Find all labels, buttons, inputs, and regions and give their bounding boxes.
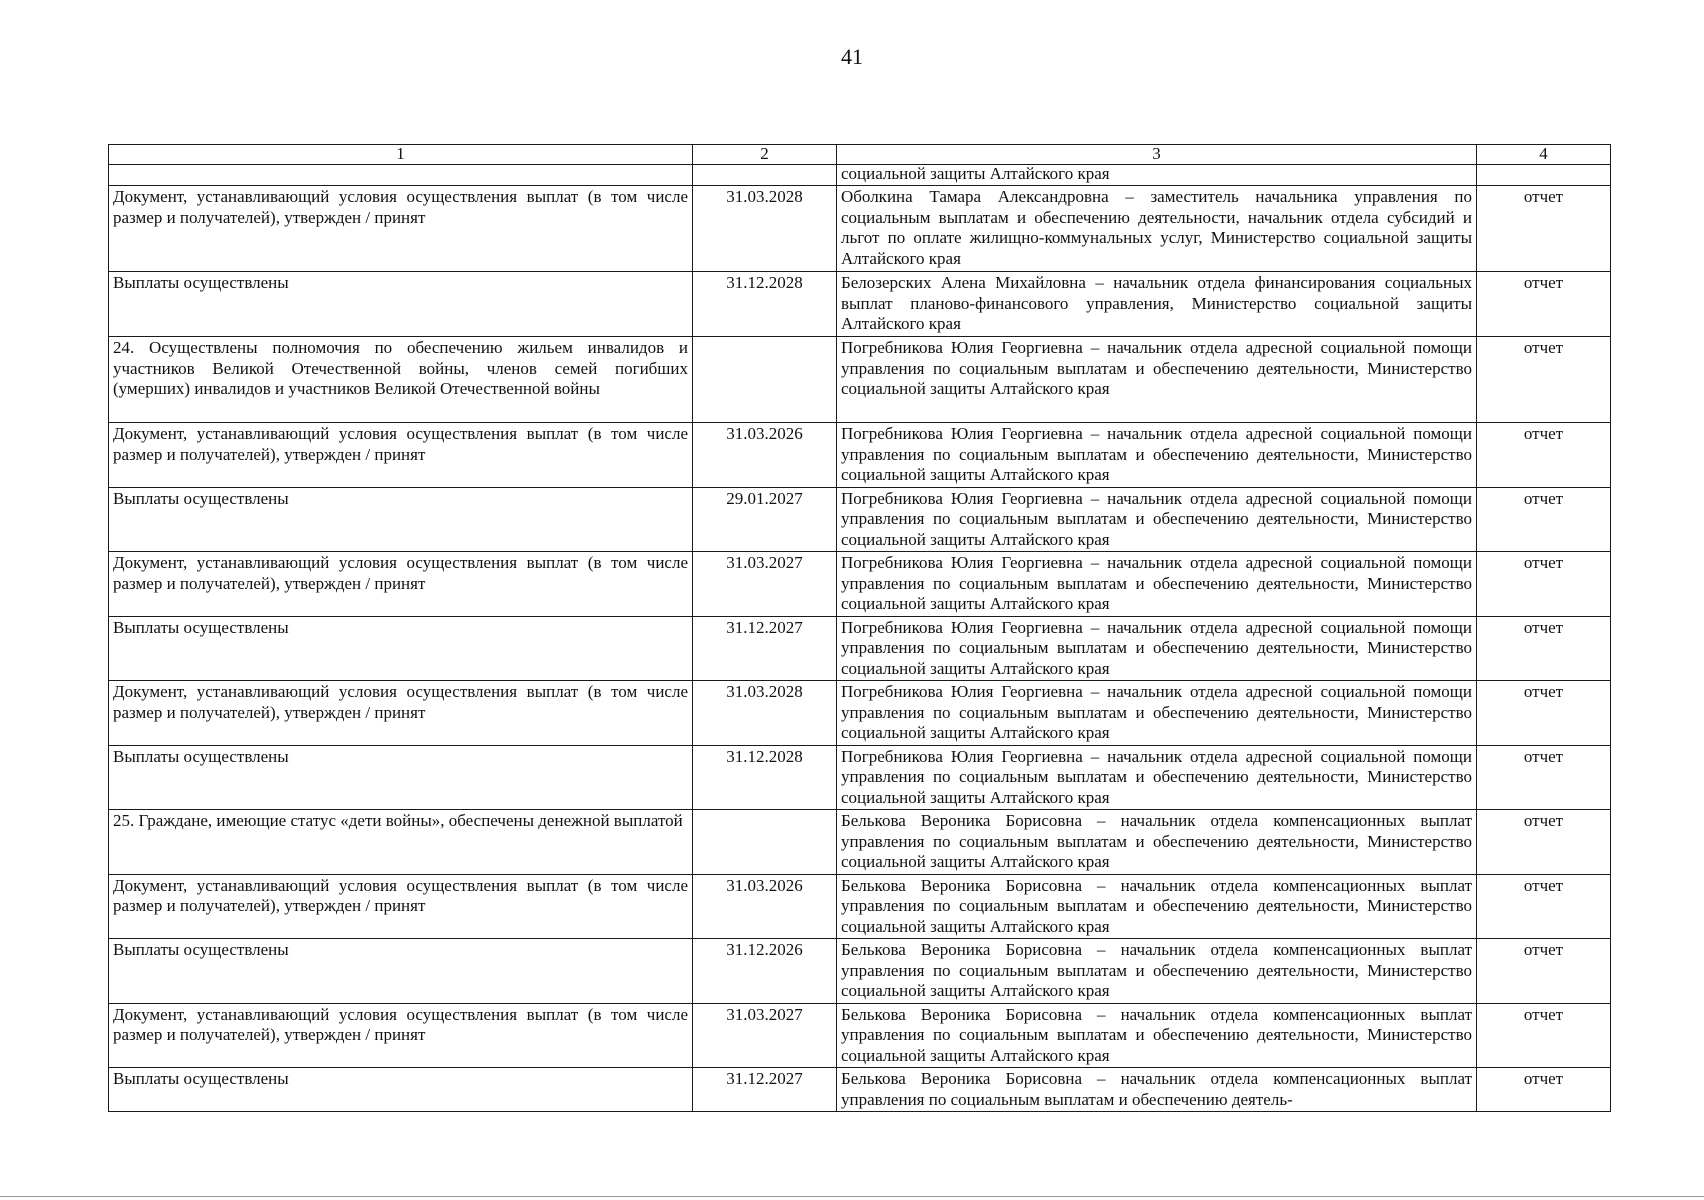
document-type-cell: отчет: [1477, 681, 1611, 746]
responsible-cell: Белькова Вероника Борисовна – начальник отдела компенсационных выплат управления по социальным выплатам и обеспечению деятель-: [837, 1068, 1477, 1112]
table-row: [109, 272, 1611, 337]
table-row: [109, 487, 1611, 552]
table-row: [109, 186, 1611, 272]
table-row: [109, 552, 1611, 617]
date-cell: 31.03.2027: [693, 1003, 837, 1068]
event-cell: 24. Осуществлены полномочия по обеспечению жильем инвалидов и участников Великой Отечественной войны, членов семей погибших (умерших) инвалидов и участников Великой Отечественной войны: [109, 337, 693, 423]
document-type-cell: [1477, 165, 1611, 186]
responsible-cell: Погребникова Юлия Георгиевна – начальник отдела адресной социальной помощи управления по социальным выплатам и обеспечению деятельности, Министерство социальной защиты Алтайского края: [837, 487, 1477, 552]
data-table: [108, 144, 1611, 1112]
responsible-cell: Погребникова Юлия Георгиевна – начальник отдела адресной социальной помощи управления по социальным выплатам и обеспечению деятельности, Министерство социальной защиты Алтайского края: [837, 552, 1477, 617]
column-header: 3: [837, 145, 1477, 165]
document-type-cell: отчет: [1477, 939, 1611, 1004]
responsible-cell: Белькова Вероника Борисовна – начальник отдела компенсационных выплат управления по социальным выплатам и обеспечению деятельности, Министерство социальной защиты Алтайского края: [837, 810, 1477, 875]
responsible-cell: Оболкина Тамара Александровна – заместитель начальника управления по социальным выплатам и обеспечению деятельности, начальник отдела субсидий и льгот по оплате жилищно-коммунальных услуг, Министерство социальной защиты Алтайского края: [837, 186, 1477, 272]
date-cell: 31.12.2027: [693, 1068, 837, 1112]
event-cell: Выплаты осуществлены: [109, 487, 693, 552]
table-row: [109, 939, 1611, 1004]
column-header: 1: [109, 145, 693, 165]
table-row: [109, 1068, 1611, 1112]
date-cell: [693, 165, 837, 186]
date-cell: 31.03.2026: [693, 874, 837, 939]
document-type-cell: отчет: [1477, 616, 1611, 681]
date-cell: 31.12.2027: [693, 616, 837, 681]
date-cell: 31.03.2028: [693, 186, 837, 272]
event-cell: Выплаты осуществлены: [109, 1068, 693, 1112]
responsible-cell: Белькова Вероника Борисовна – начальник отдела компенсационных выплат управления по социальным выплатам и обеспечению деятельности, Министерство социальной защиты Алтайского края: [837, 874, 1477, 939]
date-cell: [693, 337, 837, 423]
responsible-cell: Белькова Вероника Борисовна – начальник отдела компенсационных выплат управления по социальным выплатам и обеспечению деятельности, Министерство социальной защиты Алтайского края: [837, 1003, 1477, 1068]
event-cell: Выплаты осуществлены: [109, 616, 693, 681]
table-row: [109, 337, 1611, 423]
table-header-row: [109, 145, 1611, 165]
responsible-cell: Погребникова Юлия Георгиевна – начальник отдела адресной социальной помощи управления по социальным выплатам и обеспечению деятельности, Министерство социальной защиты Алтайского края: [837, 337, 1477, 423]
event-cell: Документ, устанавливающий условия осуществления выплат (в том числе размер и получателей), утвержден / принят: [109, 423, 693, 488]
document-type-cell: отчет: [1477, 745, 1611, 810]
event-cell: Выплаты осуществлены: [109, 939, 693, 1004]
responsible-cell: социальной защиты Алтайского края: [837, 165, 1477, 186]
event-cell: Документ, устанавливающий условия осуществления выплат (в том числе размер и получателей), утвержден / принят: [109, 1003, 693, 1068]
table-row: [109, 616, 1611, 681]
event-cell: [109, 165, 693, 186]
table-row: [109, 423, 1611, 488]
document-type-cell: отчет: [1477, 1068, 1611, 1112]
column-header: 2: [693, 145, 837, 165]
date-cell: [693, 810, 837, 875]
responsible-cell: Белькова Вероника Борисовна – начальник отдела компенсационных выплат управления по социальным выплатам и обеспечению деятельности, Министерство социальной защиты Алтайского края: [837, 939, 1477, 1004]
responsible-cell: Погребникова Юлия Георгиевна – начальник отдела адресной социальной помощи управления по социальным выплатам и обеспечению деятельности, Министерство социальной защиты Алтайского края: [837, 681, 1477, 746]
date-cell: 31.12.2028: [693, 745, 837, 810]
document-type-cell: отчет: [1477, 874, 1611, 939]
document-type-cell: отчет: [1477, 423, 1611, 488]
date-cell: 31.03.2028: [693, 681, 837, 746]
table-row: [109, 165, 1611, 186]
table-row: [109, 745, 1611, 810]
document-type-cell: отчет: [1477, 1003, 1611, 1068]
page-number: 41: [841, 44, 863, 69]
responsible-cell: Погребникова Юлия Георгиевна – начальник отдела адресной социальной помощи управления по социальным выплатам и обеспечению деятельности, Министерство социальной защиты Алтайского края: [837, 745, 1477, 810]
responsible-cell: Погребникова Юлия Георгиевна – начальник отдела адресной социальной помощи управления по социальным выплатам и обеспечению деятельности, Министерство социальной защиты Алтайского края: [837, 616, 1477, 681]
date-cell: 31.12.2028: [693, 272, 837, 337]
column-header: 4: [1477, 145, 1611, 165]
table-row: [109, 810, 1611, 875]
document-type-cell: отчет: [1477, 272, 1611, 337]
document-type-cell: отчет: [1477, 487, 1611, 552]
event-cell: Выплаты осуществлены: [109, 745, 693, 810]
date-cell: 31.03.2027: [693, 552, 837, 617]
date-cell: 31.03.2026: [693, 423, 837, 488]
table-row: [109, 681, 1611, 746]
responsible-cell: Погребникова Юлия Георгиевна – начальник отдела адресной социальной помощи управления по социальным выплатам и обеспечению деятельности, Министерство социальной защиты Алтайского края: [837, 423, 1477, 488]
event-cell: Документ, устанавливающий условия осуществления выплат (в том числе размер и получателей), утвержден / принят: [109, 874, 693, 939]
table-row: [109, 874, 1611, 939]
scan-edge-line: [0, 1196, 1704, 1197]
event-cell: 25. Граждане, имеющие статус «дети войны», обеспечены денежной выплатой: [109, 810, 693, 875]
document-type-cell: отчет: [1477, 186, 1611, 272]
date-cell: 31.12.2026: [693, 939, 837, 1004]
document-type-cell: отчет: [1477, 810, 1611, 875]
event-cell: Документ, устанавливающий условия осуществления выплат (в том числе размер и получателей), утвержден / принят: [109, 186, 693, 272]
event-cell: Документ, устанавливающий условия осуществления выплат (в том числе размер и получателей), утвержден / принят: [109, 681, 693, 746]
document-type-cell: отчет: [1477, 337, 1611, 423]
document-type-cell: отчет: [1477, 552, 1611, 617]
date-cell: 29.01.2027: [693, 487, 837, 552]
table-row: [109, 1003, 1611, 1068]
responsible-cell: Белозерских Алена Михайловна – начальник отдела финансирования социальных выплат планово-финансового управления, Министерство социальной защиты Алтайского края: [837, 272, 1477, 337]
event-cell: Документ, устанавливающий условия осуществления выплат (в том числе размер и получателей), утвержден / принят: [109, 552, 693, 617]
event-cell: Выплаты осуществлены: [109, 272, 693, 337]
